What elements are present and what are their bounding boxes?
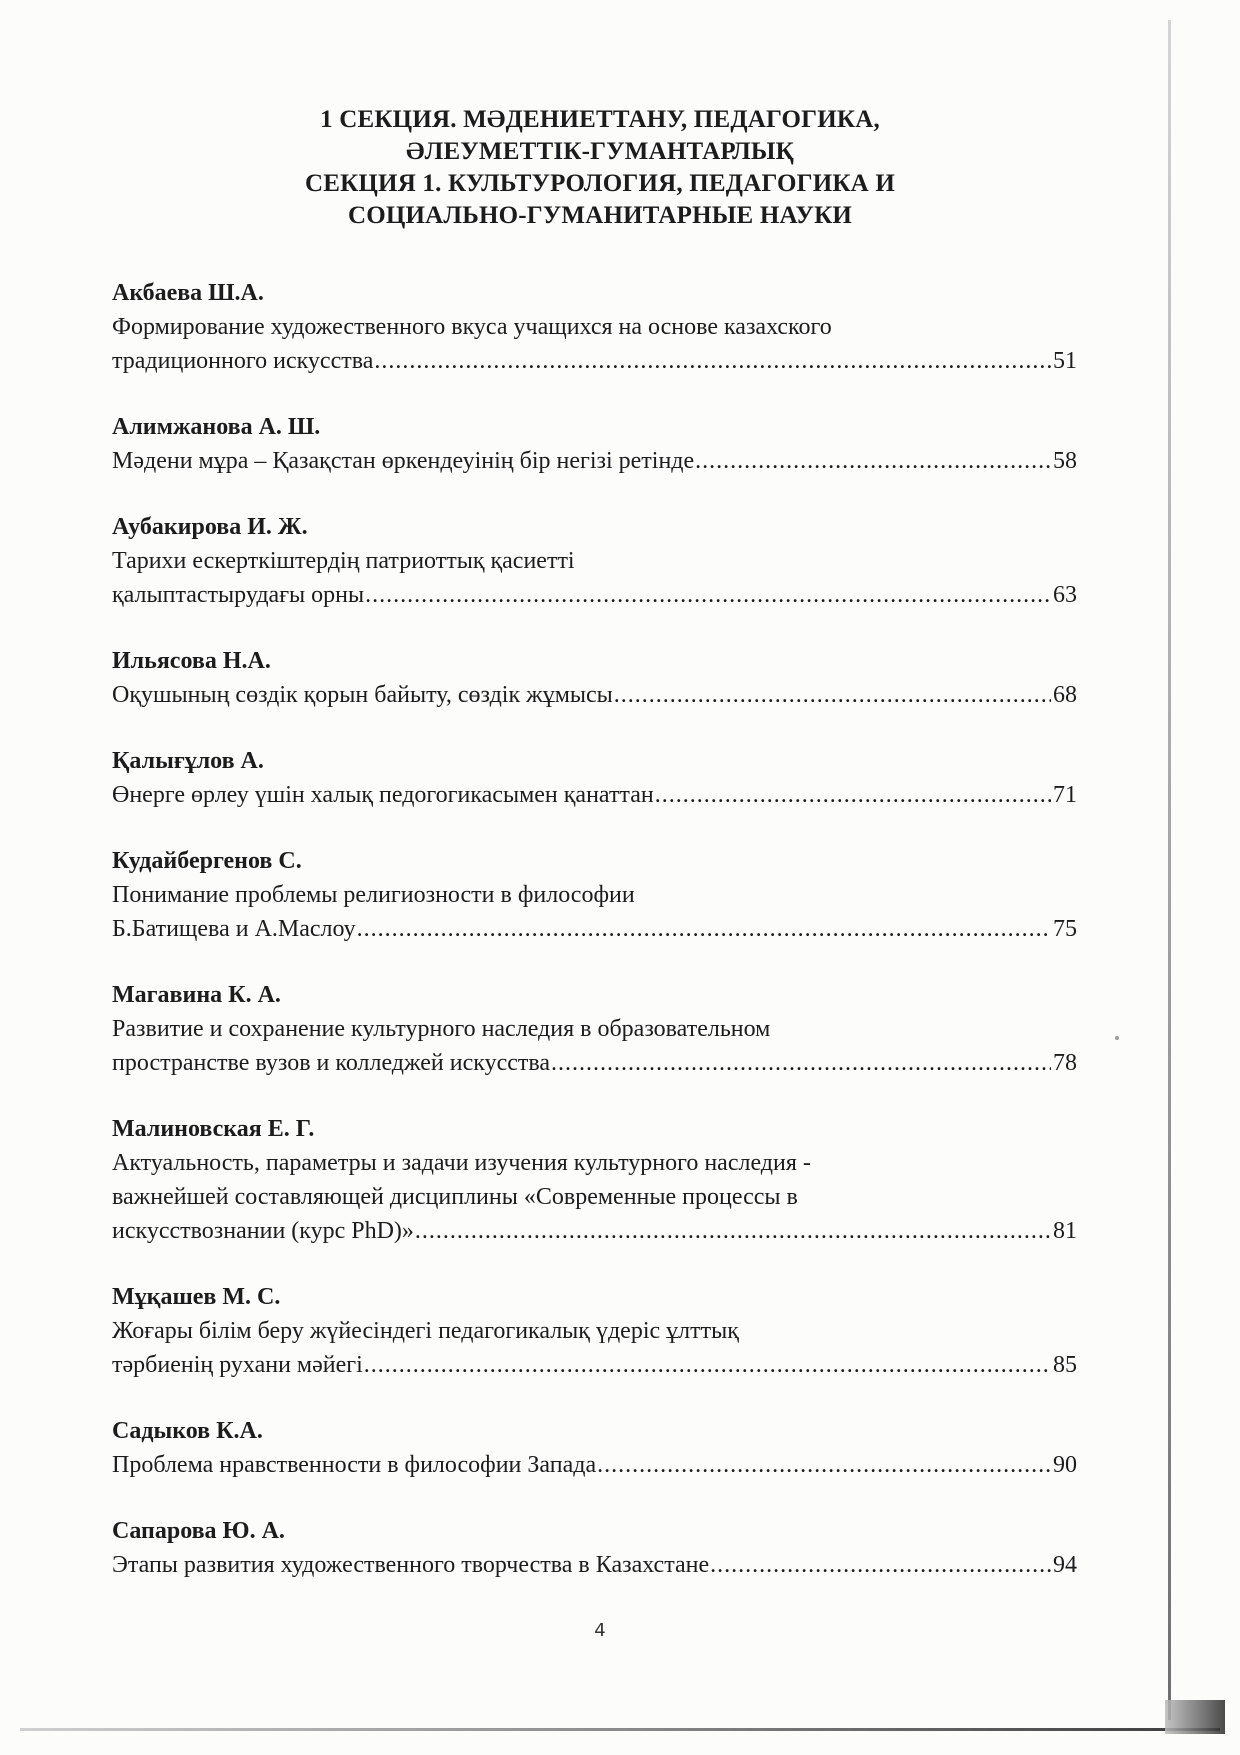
toc-entry-title-line: Оқушының сөздік қорын байыту, сөздік жұмысы bbox=[112, 682, 613, 708]
toc-entry-last-line bbox=[112, 678, 1077, 712]
dot-leader bbox=[415, 1214, 1051, 1248]
toc-entry-page-number: 90 bbox=[1053, 1452, 1077, 1478]
toc-entry bbox=[112, 1112, 1077, 1248]
toc-entry-page-number: 81 bbox=[1053, 1218, 1077, 1244]
dot-leader bbox=[614, 678, 1051, 712]
dot-leader bbox=[597, 1448, 1051, 1482]
toc-entry-last-line bbox=[112, 1348, 1077, 1382]
toc-entry-title-line: искусствознании (курс PhD)» bbox=[112, 1218, 414, 1244]
toc-entry-last-line bbox=[112, 1548, 1077, 1582]
toc-entry bbox=[112, 1280, 1077, 1382]
toc-entry-title-line: Развитие и сохранение культурного наследия в образовательном bbox=[112, 1016, 771, 1042]
toc-entry-author: Мұқашев М. С. bbox=[112, 1284, 281, 1310]
toc-entry-last-line bbox=[112, 778, 1077, 812]
toc-entry-title-line: Жоғары білім беру жүйесіндегі педагогикалық үдеріс ұлттық bbox=[112, 1318, 739, 1344]
toc-entry-title-line: тәрбиенің рухани мәйегі bbox=[112, 1352, 363, 1378]
toc-entry-author: Сапарова Ю. А. bbox=[112, 1518, 285, 1544]
toc-entry-title-line: Понимание проблемы религиозности в философии bbox=[112, 882, 635, 908]
section-header bbox=[200, 104, 1000, 232]
toc-entry bbox=[112, 1514, 1077, 1582]
toc-entry-title-line: традиционного искусства bbox=[112, 348, 374, 374]
toc-entry-page-number: 58 bbox=[1053, 448, 1077, 474]
section-header-line: ӘЛЕУМЕТТІК-ГУМАНТАРЛЫҚ bbox=[406, 138, 794, 165]
toc-entry-author: Қалығұлов А. bbox=[112, 748, 264, 774]
toc-entry bbox=[112, 276, 1077, 378]
toc-entry-author: Акбаева Ш.А. bbox=[112, 280, 264, 306]
toc-entry-last-line bbox=[112, 1448, 1077, 1482]
toc-entry-author: Садыков К.А. bbox=[112, 1418, 263, 1444]
toc-entry-title-line: Актуальность, параметры и задачи изучения культурного наследия - bbox=[112, 1150, 811, 1176]
dot-leader bbox=[551, 1046, 1051, 1080]
toc-entry-author: Малиновская Е. Г. bbox=[112, 1116, 315, 1142]
page-number: 4 bbox=[594, 1620, 606, 1641]
toc-entry-title-line: Этапы развития художественного творчества в Казахстане bbox=[112, 1552, 710, 1578]
toc-entry-author: Аубакирова И. Ж. bbox=[112, 514, 308, 540]
toc-entry bbox=[112, 844, 1077, 946]
page-edge-right bbox=[1168, 20, 1171, 1720]
toc-entry-author: Алимжанова А. Ш. bbox=[112, 414, 321, 440]
toc-entry-page-number: 51 bbox=[1053, 348, 1077, 374]
dot-leader bbox=[374, 344, 1051, 378]
toc-entry-page-number: 63 bbox=[1053, 582, 1077, 608]
toc-entry-author: Ильясова Н.А. bbox=[112, 648, 271, 674]
toc-entry-author: Кудайбергенов С. bbox=[112, 848, 302, 874]
toc-entry-title-line: важнейшей составляющей дисциплины «Современные процессы в bbox=[112, 1184, 798, 1210]
toc-entry-title-line: Б.Батищева и А.Маслоу bbox=[112, 916, 356, 942]
toc-entry-page-number: 78 bbox=[1053, 1050, 1077, 1076]
toc-entry-page-number: 94 bbox=[1053, 1552, 1077, 1578]
toc-entry-title-line: Өнерге өрлеу үшін халық педогогикасымен қанаттан bbox=[112, 782, 654, 808]
toc-entry-title-line: Проблема нравственности в философии Запада bbox=[112, 1452, 597, 1478]
toc-entry-title-line: Тарихи ескерткіштердің патриоттық қасиетті bbox=[112, 548, 575, 574]
toc-entry-last-line bbox=[112, 344, 1077, 378]
toc-entry-page-number: 75 bbox=[1053, 916, 1077, 942]
toc-entry-last-line bbox=[112, 578, 1077, 612]
page-edge-bottom bbox=[20, 1728, 1220, 1731]
table-of-contents bbox=[112, 276, 1077, 1614]
dot-leader bbox=[357, 912, 1051, 946]
dot-leader bbox=[365, 578, 1051, 612]
section-header-line: 1 СЕКЦИЯ. МӘДЕНИЕТТАНУ, ПЕДАГОГИКА, bbox=[320, 106, 880, 133]
toc-entry bbox=[112, 978, 1077, 1080]
toc-entry bbox=[112, 510, 1077, 612]
toc-entry-page-number: 71 bbox=[1053, 782, 1077, 808]
toc-entry bbox=[112, 744, 1077, 812]
toc-entry bbox=[112, 644, 1077, 712]
toc-entry-page-number: 85 bbox=[1053, 1352, 1077, 1378]
toc-entry-author: Магавина К. А. bbox=[112, 982, 281, 1008]
toc-entry-title-line: Формирование художественного вкуса учащихся на основе казахского bbox=[112, 314, 832, 340]
section-header-line: СЕКЦИЯ 1. КУЛЬТУРОЛОГИЯ, ПЕДАГОГИКА И bbox=[304, 170, 896, 197]
toc-entry-last-line bbox=[112, 1046, 1077, 1080]
toc-entry-last-line bbox=[112, 912, 1077, 946]
toc-entry-title-line: қалыптастырудағы орны bbox=[112, 582, 365, 608]
section-header-line: СОЦИАЛЬНО-ГУМАНИТАРНЫЕ НАУКИ bbox=[347, 202, 853, 229]
toc-entry bbox=[112, 410, 1077, 478]
toc-entry-title-line: пространстве вузов и колледжей искусства bbox=[112, 1050, 551, 1076]
dot-leader bbox=[695, 444, 1051, 478]
page-edge-corner bbox=[1165, 1700, 1225, 1734]
toc-entry-page-number: 68 bbox=[1053, 682, 1077, 708]
dot-leader bbox=[655, 778, 1051, 812]
toc-entry-title-line: Мәдени мұра – Қазақстан өркендеуінің бір негізі ретінде bbox=[112, 448, 695, 474]
toc-entry bbox=[112, 1414, 1077, 1482]
scan-speck bbox=[1115, 1036, 1119, 1040]
toc-entry-last-line bbox=[112, 444, 1077, 478]
dot-leader bbox=[710, 1548, 1051, 1582]
dot-leader bbox=[364, 1348, 1051, 1382]
toc-entry-last-line bbox=[112, 1214, 1077, 1248]
